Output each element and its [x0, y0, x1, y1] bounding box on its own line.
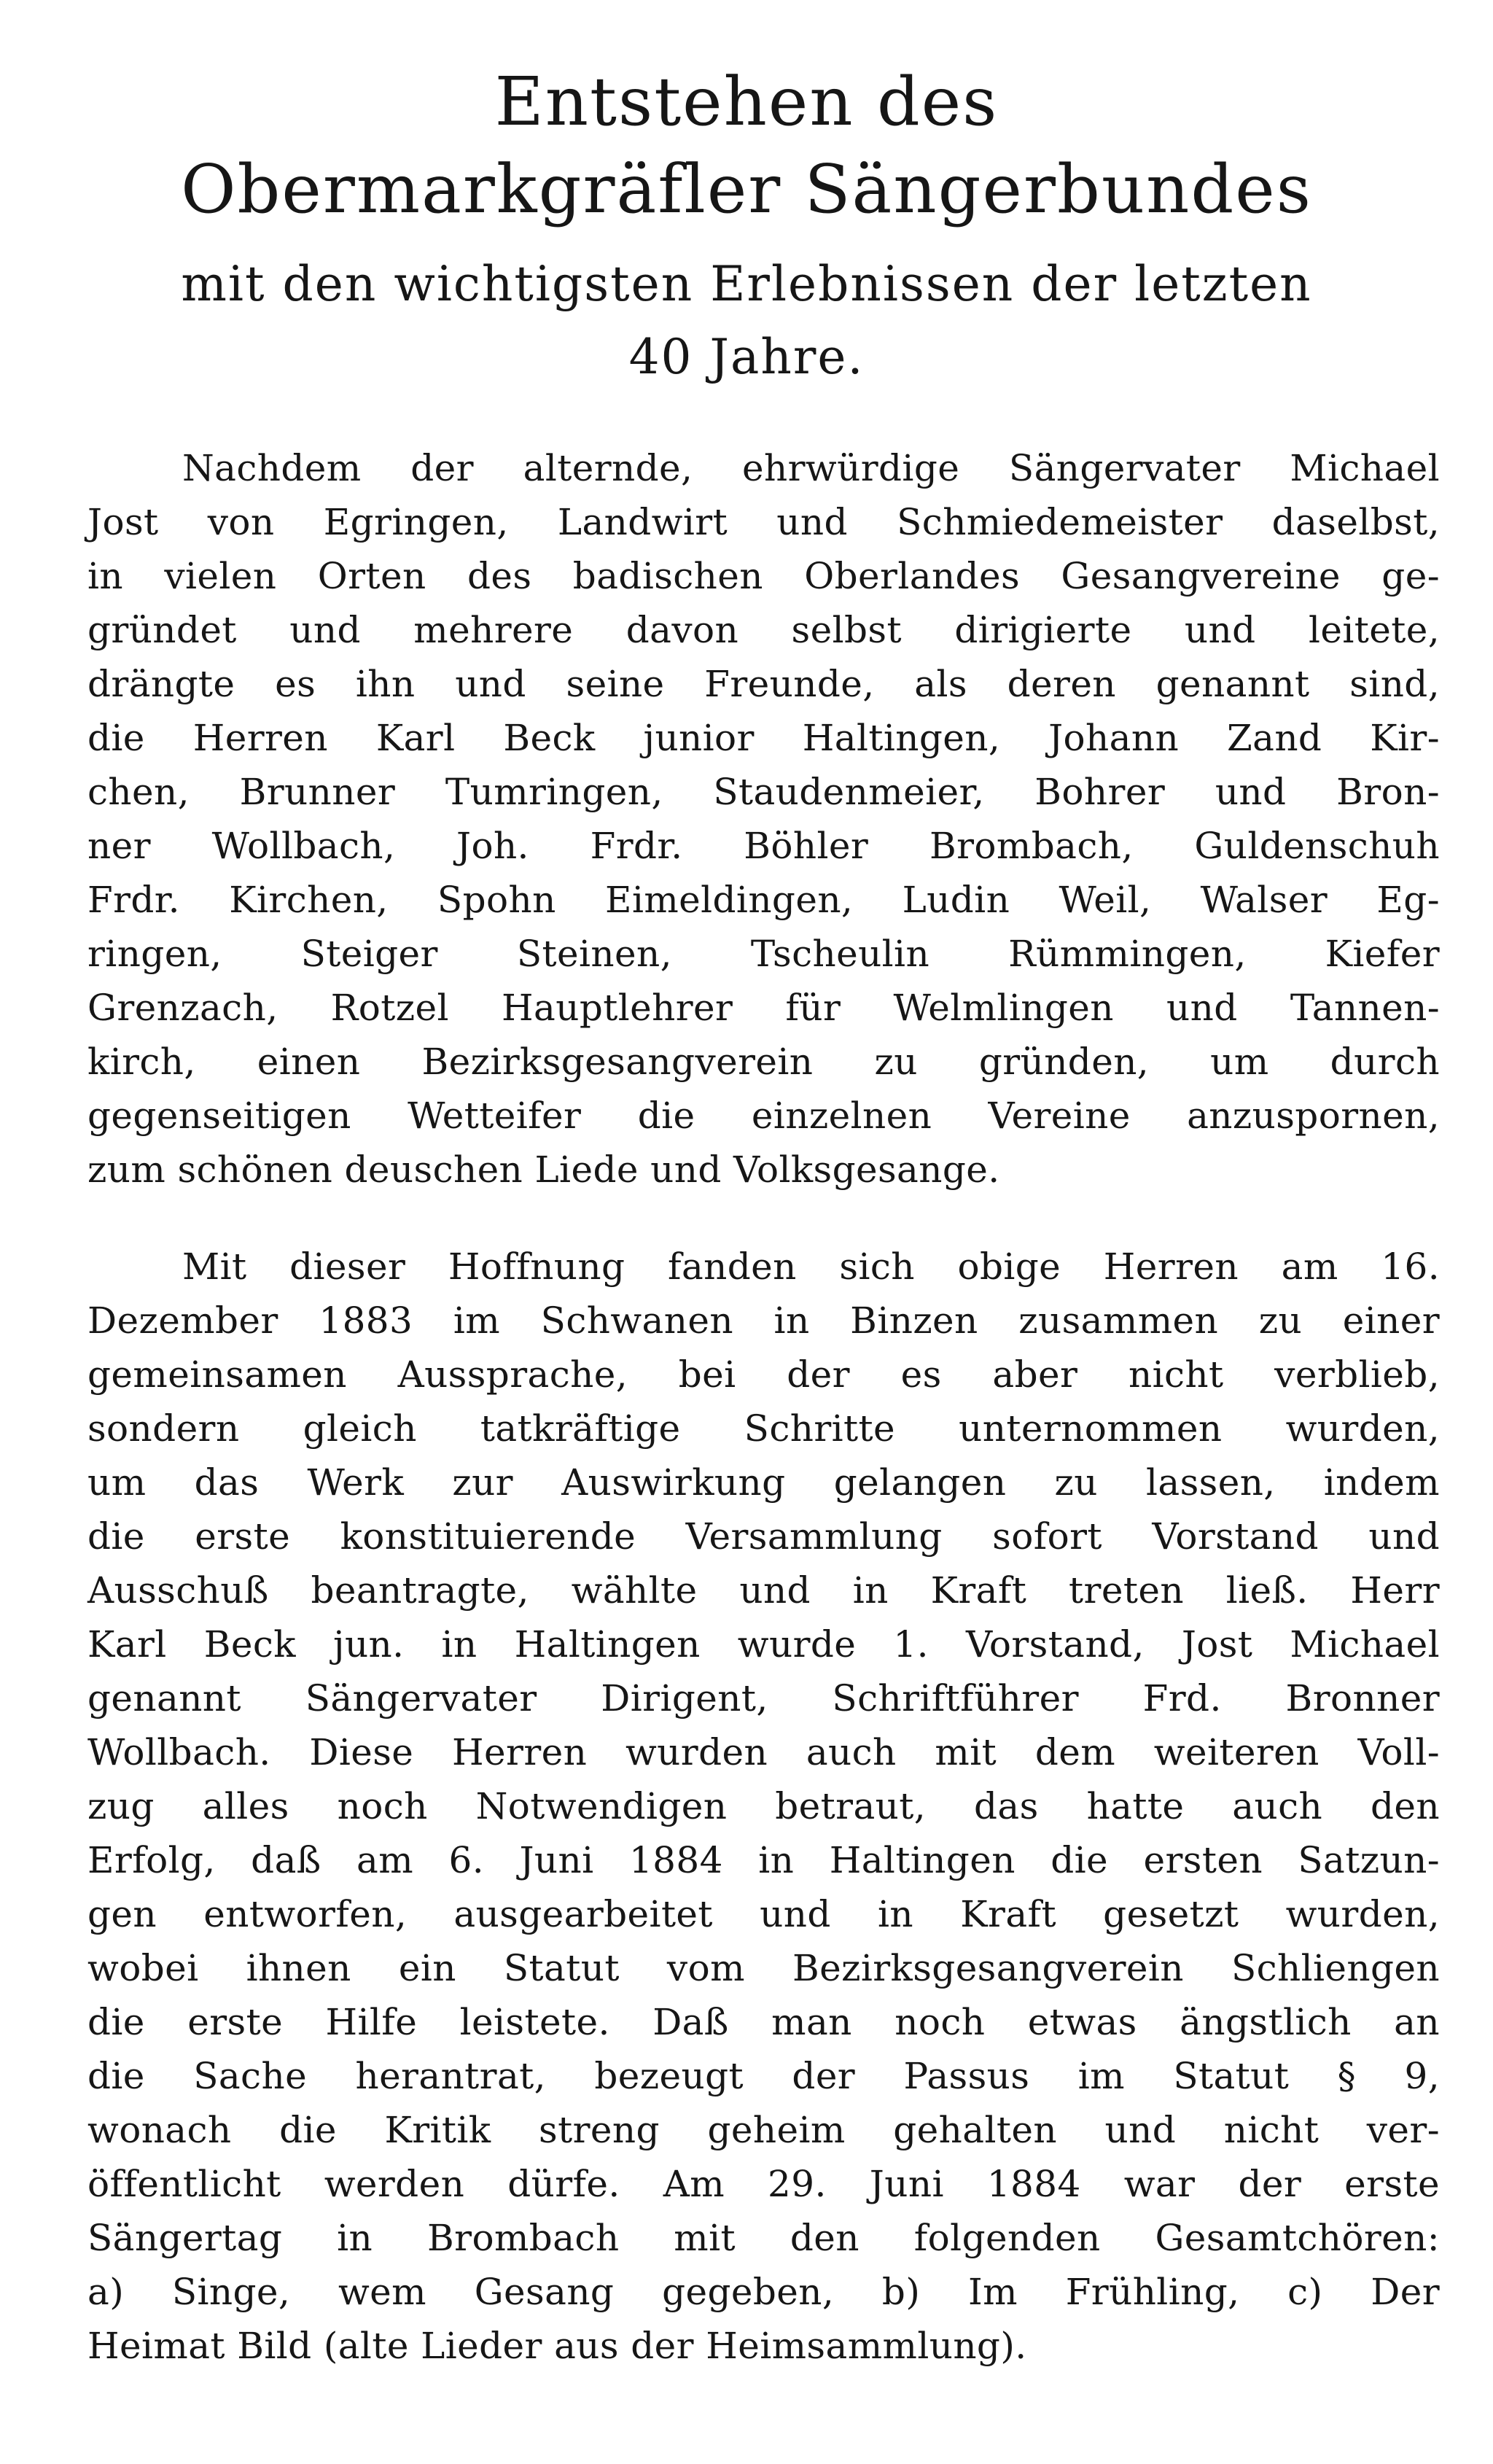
- text-line: die Sache herantrat, bezeugt der Passus im Statut § 9,: [87, 2055, 1440, 2097]
- text-line: Heimat Bild (alte Lieder aus der Heimsammlung).: [87, 2325, 1027, 2367]
- text-line: gemeinsamen Aussprache, bei der es aber nicht verblieb,: [87, 1353, 1440, 1396]
- text-line: zum schönen deuschen Liede und Volksgesange.: [87, 1149, 1000, 1191]
- text-line: ner Wollbach, Joh. Frdr. Böhler Brombach, Guldenschuh: [87, 825, 1440, 867]
- text-line: Ausschuß beantragte, wählte und in Kraft treten ließ. Herr: [87, 1569, 1440, 1612]
- text-line: a) Singe, wem Gesang gegeben, b) Im Frühling, c) Der: [87, 2271, 1440, 2313]
- text-line: gen entworfen, ausgearbeitet und in Kraft gesetzt wurden,: [87, 1893, 1440, 1935]
- text-line: Erfolg, daß am 6. Juni 1884 in Haltingen die ersten Satzun-: [87, 1839, 1440, 1881]
- text-line: wobei ihnen ein Statut vom Bezirksgesangverein Schliengen: [87, 1947, 1440, 1989]
- text-line: Grenzach, Rotzel Hauptlehrer für Welmlingen und Tannen-: [87, 987, 1440, 1029]
- text-line: wonach die Kritik streng geheim gehalten und nicht ver-: [87, 2109, 1440, 2151]
- text-line: öffentlicht werden dürfe. Am 29. Juni 1884 war der erste: [87, 2163, 1440, 2205]
- text-line: drängte es ihn und seine Freunde, als deren genannt sind,: [87, 663, 1440, 705]
- text-line: kirch, einen Bezirksgesangverein zu gründen, um durch: [87, 1041, 1440, 1083]
- subtitle-line-1: mit den wichtigsten Erlebnissen der letzten: [181, 256, 1312, 312]
- title-line-1: Entstehen des: [494, 63, 999, 141]
- text-line: Mit dieser Hoffnung fanden sich obige Herren am 16.: [182, 1245, 1440, 1288]
- text-line: Frdr. Kirchen, Spohn Eimeldingen, Ludin Weil, Walser Eg-: [87, 879, 1440, 921]
- text-line: Dezember 1883 im Schwanen in Binzen zusammen zu einer: [87, 1299, 1440, 1342]
- text-line: zug alles noch Notwendigen betraut, das hatte auch den: [87, 1785, 1440, 1827]
- text-line: Nachdem der alternde, ehrwürdige Sängervater Michael: [182, 447, 1440, 489]
- text-line: sondern gleich tatkräftige Schritte unternommen wurden,: [87, 1407, 1440, 1450]
- paragraph-2: [87, 1240, 1440, 2373]
- text-line: in vielen Orten des badischen Oberlandes Gesangvereine ge-: [87, 555, 1440, 597]
- text-line: genannt Sängervater Dirigent, Schriftführer Frd. Bronner: [87, 1677, 1440, 1719]
- text-line: die erste Hilfe leistete. Daß man noch etwas ängstlich an: [87, 2001, 1440, 2043]
- text-line: Karl Beck jun. in Haltingen wurde 1. Vorstand, Jost Michael: [87, 1623, 1440, 1666]
- title-line-2: Obermarkgräfler Sängerbundes: [181, 150, 1312, 228]
- text-line: ringen, Steiger Steinen, Tscheulin Rümmingen, Kiefer: [87, 933, 1440, 975]
- subtitle-line-2: 40 Jahre.: [628, 329, 865, 385]
- text-line: Wollbach. Diese Herren wurden auch mit dem weiteren Voll-: [87, 1731, 1440, 1773]
- text-line: die Herren Karl Beck junior Haltingen, Johann Zand Kir-: [87, 717, 1440, 759]
- text-line: Jost von Egringen, Landwirt und Schmiedemeister daselbst,: [87, 501, 1440, 543]
- paragraph-1: [87, 441, 1440, 1197]
- text-line: Sängertag in Brombach mit den folgenden Gesamtchören:: [87, 2217, 1440, 2259]
- text-line: die erste konstituierende Versammlung sofort Vorstand und: [87, 1515, 1440, 1558]
- text-line: um das Werk zur Auswirkung gelangen zu lassen, indem: [87, 1461, 1440, 1504]
- text-line: chen, Brunner Tumringen, Staudenmeier, Bohrer und Bron-: [87, 771, 1440, 813]
- text-line: gegenseitigen Wetteifer die einzelnen Vereine anzuspornen,: [87, 1095, 1440, 1137]
- text-line: gründet und mehrere davon selbst dirigierte und leitete,: [87, 609, 1440, 651]
